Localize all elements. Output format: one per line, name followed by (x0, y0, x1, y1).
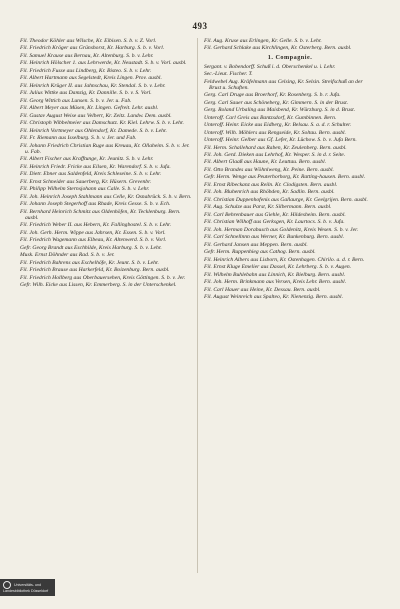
roster-entry: Gefr. Wilh. Eicke aus Lissen, Kr. Emmerberg. S. in der Unterschenkel. (20, 282, 177, 289)
roster-entry: Fil. Ernst Ribeckanz aus Reiln. Kr. Clodigsten. Bern. ausbl. (204, 181, 338, 188)
roster-entry: Sergant. v. Bobendorff. Schuß i. d. Oberschenkel u. i. Lehr. (204, 63, 336, 70)
roster-entry: Fil. Friedrich Hollberg aus Oberbauersehen, Kreis Göttingen. S. b. v. Jer. (20, 274, 186, 281)
library-badge (0, 579, 55, 596)
page-number: 493 (192, 21, 208, 31)
roster-entry: Fil. Theodor Köhler aus Wilsche, Kr. Eibisen. S. b. v. Z. Vorl. (20, 38, 157, 44)
roster-entry: Fil. Carl Schnellnnn aus Werner, Kr. Bunkenburg. Bern. ausbl. (204, 234, 345, 241)
right-column (204, 38, 376, 302)
roster-entry: Fil. Heinrich Albers aus Lisborn, Kr. Ostenhagen. Chirilo. a. d. r. Bern. (204, 256, 365, 263)
roster-entry: Sec.-Lieut. Fischer. T. (204, 71, 253, 78)
roster-entry: Fil. Friedrich Weber II. aus Hebern, Kr. Fallingbostel. S. b. v. Lehr. (20, 222, 172, 229)
roster-entry: Fil. Joh. Gerh. Herm. Wippe aus Jahrsen, Kr. Essen. S. b. v. Vorl. (20, 229, 166, 236)
roster-entry: Fil. Christian Wilhoff aus Gerksgen, Kr. Laurtocs. S. b. v. Jufa. (204, 219, 345, 226)
roster-entry: Fil. Georg Wittich aus Lunsen. S. b. v. Jer. u. Fab. (20, 97, 132, 104)
roster-entry: Gerg. Roland Urbaling aus Maisbend, Kr. Würzburg. S. in d. Brust. (204, 107, 356, 114)
roster-entry: Fil. Albert Hartmann aus Segelstedt, Kreis Lingen. Prov. ausbl. (20, 75, 162, 82)
roster-entry: Fil. Joh. Herman Dorabusch aus Goldenitz, Kreis Wesen. S. b. v. Jer. (204, 226, 359, 233)
roster-entry: Musk. Ernst Döhnder aus Rad. S. b. v. Jer. (20, 252, 115, 259)
left-column (20, 38, 192, 290)
roster-entry: Gerg. Carl Sauer aus Schöneberg, Kr. Gimmern. S. in der Brust. (204, 99, 349, 106)
roster-entry: Fil. Fr. Riemann aus Isselburg. S. b. v. Jer. und Fab. (20, 135, 137, 142)
roster-entry: Gerg. Carl Druge aus Broerhorf, Kr. Rosenberg. S. b. r. Jufa. (204, 92, 341, 99)
roster-entry: Fil. Aug. Kruse aus Erlingen, Kr. Gelle. S. b. v. Lehr. (204, 38, 322, 44)
badge-line1: Universitäts- und (14, 582, 41, 587)
roster-entry: Fil. Joh. Gerd. Dieken aus Lehrhof, Kr. Wesper. S. in d. r. Seite. (204, 152, 346, 158)
roster-entry: Gefr. Georg Brandt aus Eschhilde, Kreis Harburg. S. b. v. Lehr. (20, 244, 162, 251)
roster-entry: Fil. Joh. Bluhenrich aus Rhöbden, Kr. Sadlin. Bern. ausbl. (204, 189, 335, 196)
roster-entry: Unteroff. Carl Greis aus Bantzsdorf, Kr. Gumbinnen. Bern. (204, 114, 337, 121)
roster-entry: Fil. Heinrich Friedr. Fricke aus Eilsen, Kr. Warendorf. S. b. v. Jufa. (20, 163, 171, 170)
roster-entry: Fil. Heinrich Krüger II. aus Jahnschau, Kr. Stendal. S. b. v. Lehr. (20, 82, 166, 89)
roster-entry: Fil. Gustav August Weise aus Velbert, Kr. Zeitz. Landw. Dem. ausbl. (20, 112, 172, 119)
roster-entry: Fil. Carl Hauer aus Heine, Kr. Dessau. Bern. ausbl. (204, 286, 321, 293)
right-column-top-entries (204, 38, 376, 52)
roster-entry: Fil. Ernst Schneider aus Sauerberg, Kr. Hüsern. Grevenbr. (20, 178, 152, 185)
roster-entry: Fil. Friedrich Brause aus Harkerfeld, Kr. Boizenburg. Bern. ausbl. (20, 267, 170, 274)
roster-entry: Fil. Friedrich Bahrens aus Eschelhöfe, Kr. Jeunt. S. b. v. Lehr. (20, 259, 159, 266)
roster-entry: Fil. Friedrich Kröger aus Grünshorst, Kr. Harburg. S. b. v. Vorl. (20, 45, 165, 52)
roster-entry: Fil. Johann Joseph Stegerhoff aus Rhade, Kreis Gesse. S. b. v. Ech. (20, 201, 171, 208)
roster-entry: Fil. Albert Glaaß aus Haune, Kr. Leuttau. Bern. ausbl. (204, 159, 327, 166)
roster-entry: Fil. Julius Wittke aus Damzig, Kr. Dannille. S. b. v. S. Vorl. (20, 90, 152, 97)
roster-entry: Gefr. Herm. Ruppenhieg aus Cathog. Bern. ausbl. (204, 249, 316, 256)
roster-entry: Fil. Joh. Heinrich Joseph Stahlmann aus Celle, Kr. Osnabrück. S. b. v. Bern. (20, 193, 192, 200)
right-column-entries (204, 64, 376, 301)
roster-entry: Unteroff. Heinr. Gelber aus Gf. Lefer, Kr. Lüchow. S. b. v. Jufa Bern. (204, 137, 357, 144)
roster-entry: Fil. Samuel Krause aus Bernau, Kr. Altenburg. S. b. v. Lehr. (20, 52, 154, 59)
badge-line2: Landesbibliothek Düsseldorf (3, 589, 49, 593)
roster-entry: Feldwebel Aug. Kräfelmann aus Celsing, Kr. Selsin. Streifschuß an der Brust u. Schuften. (204, 78, 363, 91)
roster-entry: Gefr. Herm. Wenge aus Peuterhorhorg, Kr. Ratting-hausen. Bern. ausbl. (204, 174, 366, 181)
roster-entry: Fil. Albert Meyer aus Müsen, Kr. Lingen. Gefreit. Lehr. ausbl. (20, 105, 159, 112)
roster-entry: Unteroff. Wilh. Möhlers aus Rengseide, Kr. Soltau. Bern. ausbl. (204, 129, 346, 136)
roster-entry: Fil. Christian Duppenhofenis aus Gallaurge, Kr. Geelgrijen. Bern. ausbl. (204, 196, 368, 203)
roster-entry: Fil. Gerhard Jansen aus Meppen. Bern. ausbl. (204, 241, 308, 248)
roster-entry: Unteroff. Heinr. Eicke aus Eidberg, Kr. Belsau. S. a. d. r. Schulter. (204, 122, 352, 129)
roster-entry: Fil. Johann Friedrich Christian Ruge aus Kreuau, Kr. Ollaheim. S. b. v. Jer. u. Fab. (20, 142, 190, 155)
roster-entry: Fil. Philipp Wilhelm Sternsjohann aus Calle. S. b. v. Lehr. (20, 186, 150, 193)
roster-entry: Fil. Joh. Herm. Brinkmann aus Versen, Kreis Lehr. Bern. ausbl. (204, 279, 347, 286)
roster-entry: Fil. Wilhelm Buhlebahn aus Linnich, Kr. Bielburg. Bern. ausbl. (204, 271, 346, 278)
roster-entry: Fil. Friedrich Wagemann aus Elbeau, Kr. Altenwerd. S. b. v. Vorl. (20, 237, 167, 244)
roster-entry: Fil. Otto Brandes aus Wöhnlweng, Kr. Peine. Bern. ausbl. (204, 166, 334, 173)
roster-entry: Fil. Albert Fischer aus Krafftunge, Kr. Jeunitz. S. b. v. Lehr. (20, 156, 154, 163)
roster-entry: Fil. Friedrich Fusse aus Lindberg, Kr. Bisteo. S. b. v. Lehr. (20, 67, 152, 74)
roster-entry: Fil. Carl Behrenbauer aus Giehle, Kr. Hildesheim. Bern. ausbl. (204, 211, 346, 218)
roster-entry: Fil. August Weinreich aus Spalteo, Kr. Nienenzig. Bern. ausbl. (204, 294, 344, 301)
roster-entry: Fil. Christoph Wibbelmeier aus Damschutz. Kr. Kiel. Lehrw. S. b. v. Lehr. (20, 120, 184, 127)
column-divider (197, 38, 198, 573)
library-logo-icon (3, 581, 11, 589)
roster-entry: Fil. Dietr. Ebner aus Saldenfeld, Kreis Schleseine. S. b. v. Lehr. (20, 171, 162, 178)
roster-entry: Fil. Aug. Schulze aus Parst, Kr. Silbermann. Bern. ausbl. (204, 204, 332, 211)
roster-entry: Fil. Heinrich Vortmeyer aus Ohlendorf, Kr. Damede. S. b. v. Lehr. (20, 127, 167, 134)
roster-entry: Fil. Ernst Kluge Emelier aus Dassel, Kr. Lehrberg. S. b. v. Augen. (204, 264, 352, 271)
roster-entry: Fil. Gerhard Schlake aus Kirchlingen, Kr. Osterberg. Bern. ausbl. (204, 45, 352, 52)
roster-entry: Fil. Bernhard Heinrich Schmitz aus Oldenhöfen, Kr. Tecklenburg. Bern. ausbl. (20, 208, 181, 221)
roster-entry: Fil. Herm. Schallehard aus Raben, Kr. Zeulenberg. Bern. ausbl. (204, 144, 347, 151)
section-title: 1. Compagnie. (267, 53, 313, 61)
roster-entry: Fil. Heinrich Hölscher 1. aus Lehrwerde, Kr. Neustadt. S. b. v. Vorl. ausbl. (20, 60, 187, 67)
